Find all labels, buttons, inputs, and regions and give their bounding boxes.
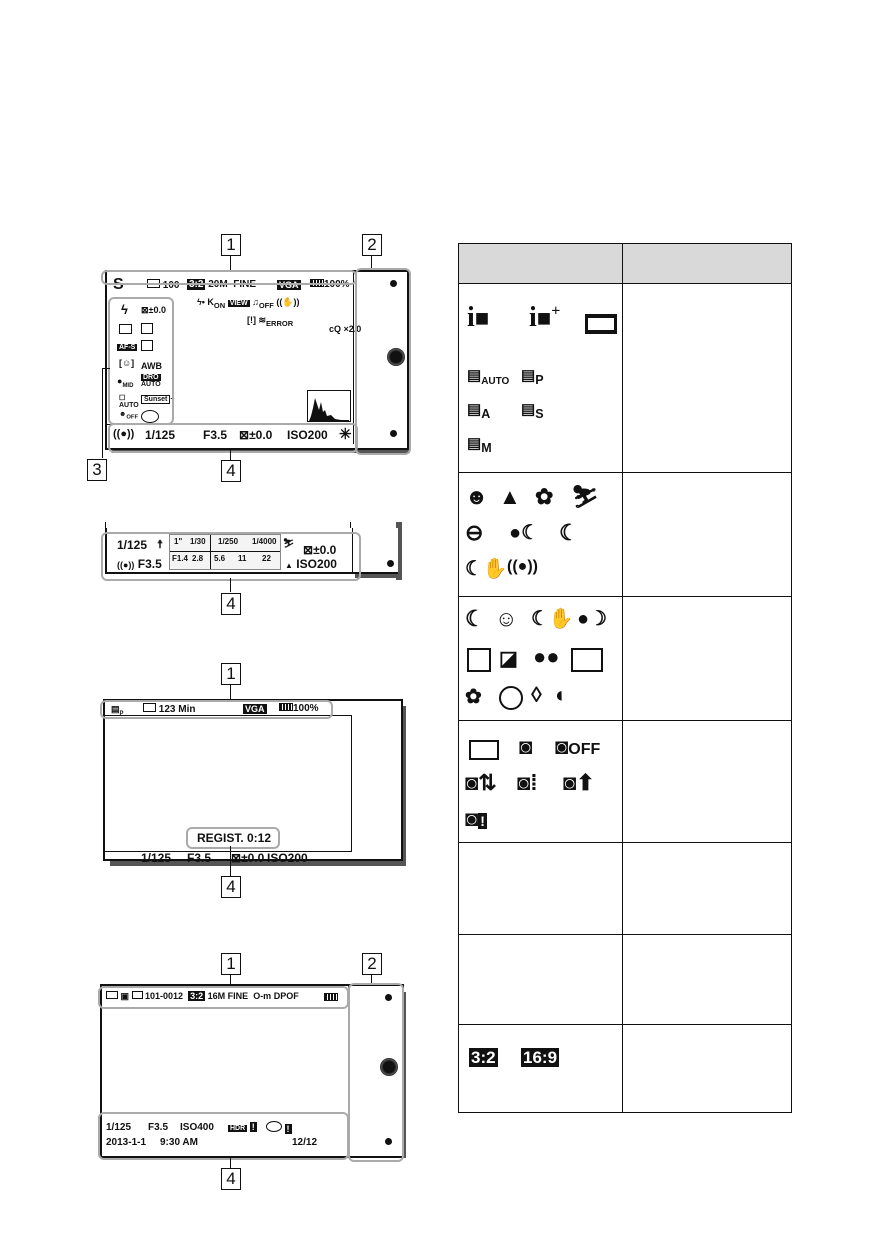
night-portrait-icon: ●☾ — [509, 522, 540, 544]
movie-p-icon: $▤_P$ — [521, 367, 544, 387]
people-icon: ●● — [533, 644, 560, 669]
battery-indicator: 100% — [279, 703, 319, 714]
movie-a-icon: $▤_A$ — [467, 401, 491, 421]
wifi-transfer-icon: ◙⇅ — [465, 770, 497, 795]
time: 9:30 AM — [160, 1137, 198, 1148]
portrait-icon: ☻ — [465, 484, 489, 509]
wifi-pause-icon: ◙⁞ — [517, 770, 538, 795]
wifi-icon: ◙ — [519, 734, 533, 759]
hdr-warning: HDR ! — [230, 1122, 255, 1132]
movie-mode-icon: $▤_P$ — [111, 704, 124, 717]
table-row — [459, 284, 791, 473]
playback-info: ▣ 101-0012 3:2 16M FINE O-m DPOF — [106, 991, 299, 1002]
night-scene-icon: ☾ — [559, 520, 579, 545]
handheld-twilight-icon: ☾✋ — [465, 558, 508, 580]
creative-style-icon: $●_{MID}$ — [117, 376, 134, 389]
panorama-icon — [585, 314, 617, 334]
landscape-icon: ▲ — [499, 484, 521, 509]
flash-redeye-icon: ϟ• $K_{ON}$ VIEW $♫_{OFF}$ ((✋)) — [197, 297, 300, 310]
aperture: F3.5 — [187, 851, 212, 865]
shutter-speed: 1/125 — [106, 1122, 132, 1133]
shutter-speed: 1/125 — [117, 538, 148, 552]
exposure-value: ⊠±0.0 — [231, 851, 265, 865]
shutter-speed: 1/125 — [141, 851, 172, 865]
flash-icon: ϟ — [121, 302, 128, 317]
no-card-icon — [469, 740, 499, 760]
table-header — [459, 244, 791, 284]
callout-3: 3 — [87, 459, 107, 481]
aspect-16-9-badge: 16:9 — [523, 1048, 558, 1067]
aspect-3-2-badge: 3:2 — [471, 1048, 496, 1067]
portrait-circle-icon — [499, 686, 523, 710]
image-size-info: 3:2 20M FINE — [189, 279, 257, 290]
date: 2013-1-1 — [106, 1137, 147, 1148]
aperture: F3.5 — [148, 1122, 169, 1133]
wifi-error-icon: ◙ ! — [465, 806, 485, 831]
exposure-value: ⊠±0.0 — [303, 543, 337, 557]
steadyshot-icon: ((●)) — [113, 428, 135, 440]
iso: ISO400 — [180, 1122, 214, 1133]
white-balance: AWB — [141, 361, 162, 371]
card-error-icon: [!] $≋_{ERROR}$ — [247, 315, 294, 328]
iso: ISO200 — [287, 428, 328, 442]
screw-dot — [387, 560, 394, 567]
wifi-upload-icon: ◙⬆ — [563, 770, 595, 795]
callout-1: 1 — [221, 234, 241, 256]
table-row — [459, 1024, 791, 1112]
histogram — [307, 390, 351, 422]
aperture: F3.5 — [203, 428, 228, 442]
callout-2: 2 — [362, 234, 382, 256]
superior-auto-icon: i■+ — [529, 302, 561, 333]
icon-table — [458, 243, 792, 1113]
table-row — [459, 596, 791, 721]
backlight-portrait-icon: ●☽ — [577, 608, 608, 630]
focus-mode: AF-S — [119, 344, 136, 351]
baby-icon: ◊ — [531, 682, 542, 707]
table-row — [459, 934, 791, 1025]
exposure-value: ⊠±0.0 — [239, 428, 273, 442]
wifi-off-icon: ◙OFF — [555, 734, 601, 759]
callout-4c: 4 — [221, 876, 241, 898]
remaining-time: 123 Min — [143, 703, 195, 715]
intelligent-auto-icon: i■ — [467, 302, 490, 333]
callout-4d: 4 — [221, 1168, 241, 1190]
anti-motion-blur-icon: ((●)) — [507, 558, 538, 575]
night-portrait-icon: ☺ — [495, 606, 518, 631]
table-row — [459, 842, 791, 935]
smart-zoom-icon: cQ ×2.0 — [329, 324, 362, 334]
face-detect-icon: [☺] — [119, 358, 135, 368]
aperture: ((●)) F3.5 — [117, 557, 162, 571]
movie-size-badge: VGA — [279, 280, 299, 290]
callout-4: 4 — [221, 460, 241, 482]
picture-effect-warning: ! — [266, 1121, 292, 1134]
backlight-portrait-icon: ◪ — [499, 648, 518, 670]
macro-icon: ✿ — [465, 686, 482, 708]
macro-icon: ✿ — [535, 484, 554, 509]
mode-letter: S — [113, 276, 124, 293]
smile-shutter-icon: $☻_{OFF}$ — [119, 411, 139, 421]
memory-card-icon: 100 — [147, 279, 179, 291]
movie-m-icon: $▤_M$ — [467, 435, 492, 455]
battery-indicator: 100% — [310, 279, 350, 290]
callout-2c: 2 — [362, 953, 382, 975]
dro-indicator: DRO AUTO — [141, 374, 161, 388]
night-scene-icon: ☾ — [465, 606, 485, 631]
spotlight-icon: ◐ — [555, 682, 569, 707]
person-icon: ☨ — [157, 539, 163, 551]
scene-sunset: Sunset + — [141, 396, 174, 403]
callout-1c: 1 — [221, 953, 241, 975]
backlight-icon — [467, 648, 491, 672]
movie-auto-icon: $▤_{AUTO}$ — [467, 367, 510, 387]
movie-size-badge: VGA — [245, 704, 265, 714]
sunset-icon: ⊖ — [465, 520, 484, 545]
table-row — [459, 720, 791, 843]
callout-1b: 1 — [221, 663, 241, 685]
sports-icon: ⛷ — [283, 538, 295, 548]
iso: ISO200 — [267, 851, 308, 865]
sports-icon: ⛷ — [571, 484, 599, 509]
picture-effect-icon: ☐ AUTO — [119, 395, 139, 409]
callout-4b: 4 — [221, 593, 241, 615]
image-count: 12/12 — [292, 1137, 318, 1148]
flash-comp: ⊠±0.0 — [141, 305, 166, 315]
ae-lock-icon: ✳ — [339, 426, 352, 443]
handheld-twilight-icon: ☾✋ — [531, 608, 574, 630]
recording-status: REGIST. 0:12 — [197, 831, 272, 845]
landscape-frame-icon — [571, 648, 603, 672]
exposure-scale: 1" 1/30 1/250 1/4000 F1.4 2.8 5.6 11 22 — [169, 534, 281, 570]
table-row — [459, 472, 791, 597]
shutter-speed: 1/125 — [145, 428, 176, 442]
iso: ▲ ISO200 — [285, 557, 337, 571]
movie-s-icon: $▤_S$ — [521, 401, 544, 421]
